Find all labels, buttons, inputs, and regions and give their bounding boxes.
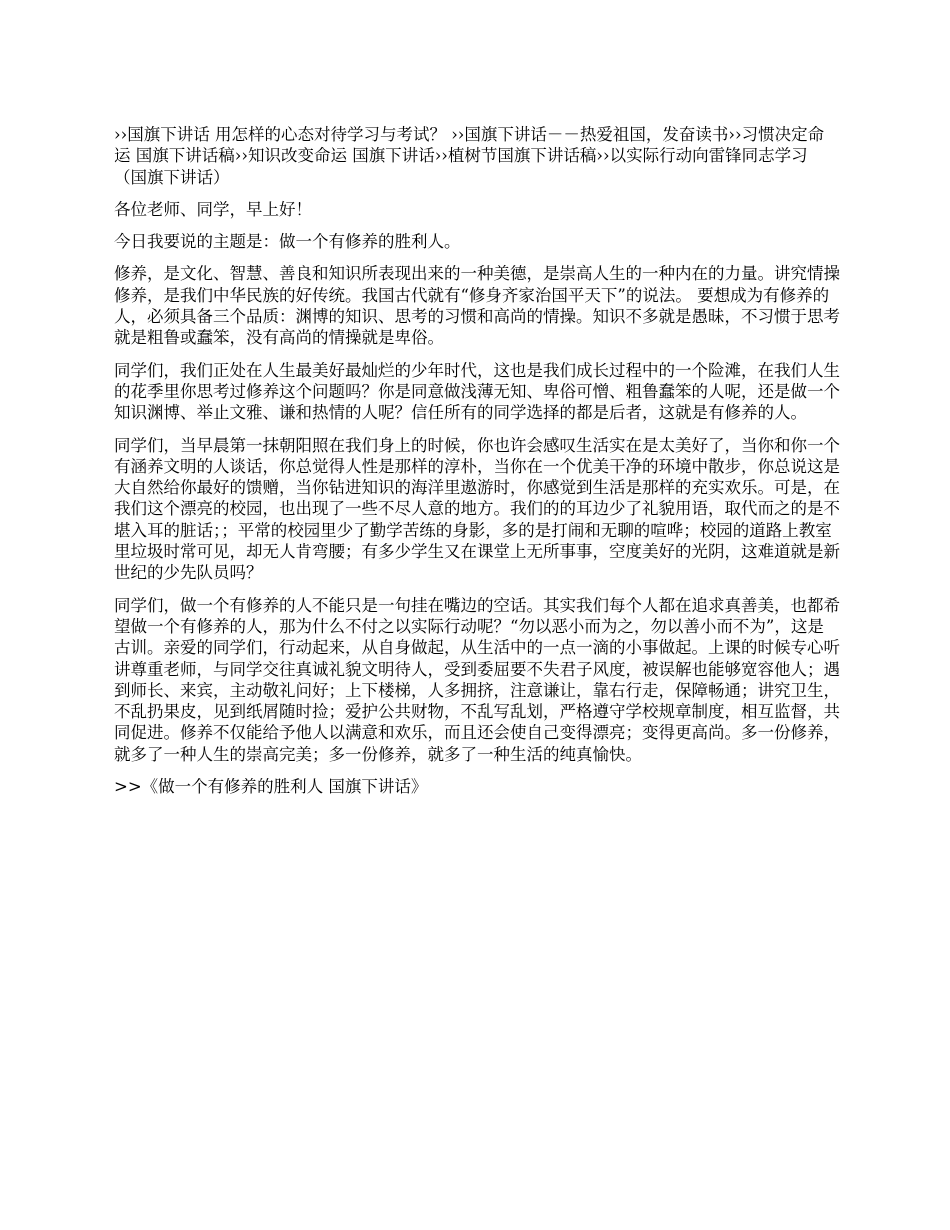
link-separator: ›› [234, 146, 248, 166]
link-separator: ›› [728, 125, 742, 144]
related-link-1[interactable]: 国旗下讲话 用怎样的心态对待学习与考试？ [127, 125, 446, 144]
greeting-paragraph: 各位老师、同学，早上好！ [114, 199, 312, 219]
link-separator: ›› [596, 146, 610, 166]
link-separator: ›› [114, 125, 128, 144]
link-separator: ›› [451, 125, 465, 144]
related-link-4[interactable]: 知识改变命运 国旗下讲话 [247, 146, 435, 166]
body-paragraph: 同学们，当早晨第一抹朝阳照在我们身上的时候，你也许会感叹生活实在是太美好了，当你和你一个有涵养文明的人谈话，你总觉得人性是那样的淳朴，当你在一个优美干净的环境中散步，你总说这是大自然给你最好的馈赠，当你钻进知识的海洋里遨游时，你感觉到生活是那样的充实欢乐。可是，在我们这个漂亮的校园，也出现了一些不尽人意的地方。我们的的耳边少了礼貌用语，取代而之的是不堪入耳的脏话；；平常的校园里少了勤学苦练的身影，多的是打闹和无聊的喧哗；校园的道路上教室里垃圾时常可见，却无人肯弯腰；有多少学生又在课堂上无所事事，空度美好的光阴，这难道就是新世纪的少先队员吗？ [114, 435, 840, 583]
topic-paragraph: 今日我要说的主题是：做一个有修养的胜利人。 [114, 232, 461, 252]
document-page [114, 124, 840, 808]
related-link-3[interactable]: 习惯决定命运 国旗下讲话稿 [114, 125, 825, 166]
link-separator: ›› [434, 146, 448, 166]
body-paragraph: 同学们，我们正处在人生最美好最灿烂的少年时代，这也是我们成长过程中的一个险滩，在我们人生的花季里你思考过修养这个问题吗？你是同意做浅薄无知、卑俗可憎、粗鲁蠢笨的人呢，还是做一个知识渊博、举止文雅、谦和热情的人呢？信任所有的同学选择的都是后者，这就是有修养的人。 [114, 360, 840, 423]
related-link-5[interactable]: 植树节国旗下讲话稿 [447, 146, 597, 166]
related-link-2[interactable]: 国旗下讲话－－热爱祖国，发奋读书 [464, 125, 729, 144]
footer-paragraph [114, 776, 840, 797]
related-link-6[interactable]: 以实际行动向雷锋同志学习（国旗下讲话） [114, 146, 808, 187]
body-paragraph: 同学们，做一个有修养的人不能只是一句挂在嘴边的空话。其实我们每个人都在追求真善美，也都希望做一个有修养的人，那为什么不付之以实际行动呢？“勿以恶小而为之，勿以善小而不为”，这是古训。亲爱的同学们，行动起来，从自身做起，从生活中的一点一滴的小事做起。上课的时候专心听讲尊重老师，与同学交往真诚礼貌文明待人，受到委屈要不失君子风度，被误解也能够宽容他人；遇到师长、来宾，主动敬礼问好；上下楼梯，人多拥挤，注意谦让，靠右行走，保障畅通；讲究卫生，不乱扔果皮，见到纸屑随时捡；爱护公共财物，不乱写乱划，严格遵守学校规章制度，相互监督，共同促进。修养不仅能给予他人以满意和欢乐，而且还会使自己变得漂亮；变得更高尚。多一份修养，就多了一种人生的崇高完美；多一份修养，就多了一种生活的纯真愉快。 [114, 595, 840, 764]
related-links [114, 124, 840, 188]
article-title-link[interactable]: >>《做一个有修养的胜利人 国旗下讲话》 [114, 777, 428, 797]
body-paragraph: 修养，是文化、智慧、善良和知识所表现出来的一种美德，是崇高人生的一种内在的力量。讲究情操修养，是我们中华民族的好传统。我国古代就有“修身齐家治国平天下”的说法。 要想成为有修养的人，必须具备三个品质：渊博的知识、思考的习惯和高尚的情操。知识不多就是愚昧，不习惯于思考就是粗鲁或蠢笨，没有高尚的情操就是卑俗。 [114, 264, 840, 348]
